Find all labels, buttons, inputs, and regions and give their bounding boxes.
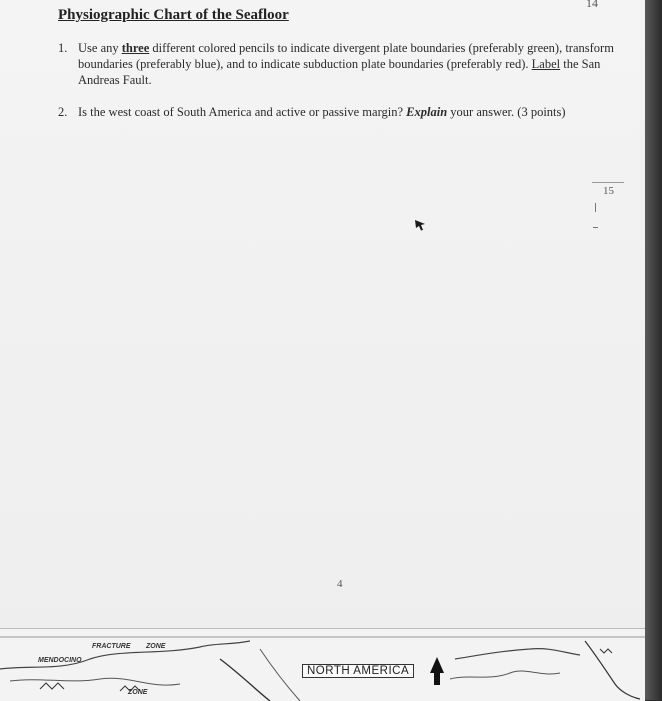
background-edge (645, 0, 662, 700)
margin-rule (592, 182, 624, 183)
page-number-top: 14 (586, 0, 598, 10)
question-text: Use any three different colored pencils to indicate divergent plate boundaries (preferably green), transform boundaries (preferably blue), and to indicate subduction plate boundaries (preferably red). Label the San Andreas Fault. (78, 41, 614, 87)
question-2 (58, 104, 628, 122)
map-label-zone-lower: ZONE (128, 689, 148, 696)
emphasis-three: three (121, 41, 150, 55)
map-label-mendocino: MENDOCINO (38, 657, 82, 664)
emphasis-label: Label (531, 57, 561, 71)
margin-page-number: 15 (603, 185, 614, 197)
map-label-zone: ZONE (146, 643, 166, 650)
mouse-pointer-icon (414, 218, 428, 232)
page-title: Physiographic Chart of the Seafloor (58, 7, 289, 23)
map-label-north-america: NORTH AMERICA (302, 664, 414, 678)
question-number: 1. (58, 41, 68, 55)
question-text: Is the west coast of South America and active or passive margin? Explain your answer. (3 points) (78, 105, 566, 119)
question-1 (58, 40, 628, 90)
seafloor-map-excerpt (0, 628, 645, 701)
margin-mark (595, 203, 596, 212)
page-number-bottom: 4 (337, 578, 343, 590)
emphasis-explain: Explain (406, 105, 448, 119)
map-label-fracture: FRACTURE (92, 643, 131, 650)
question-number: 2. (58, 105, 68, 119)
margin-mark (593, 227, 598, 228)
